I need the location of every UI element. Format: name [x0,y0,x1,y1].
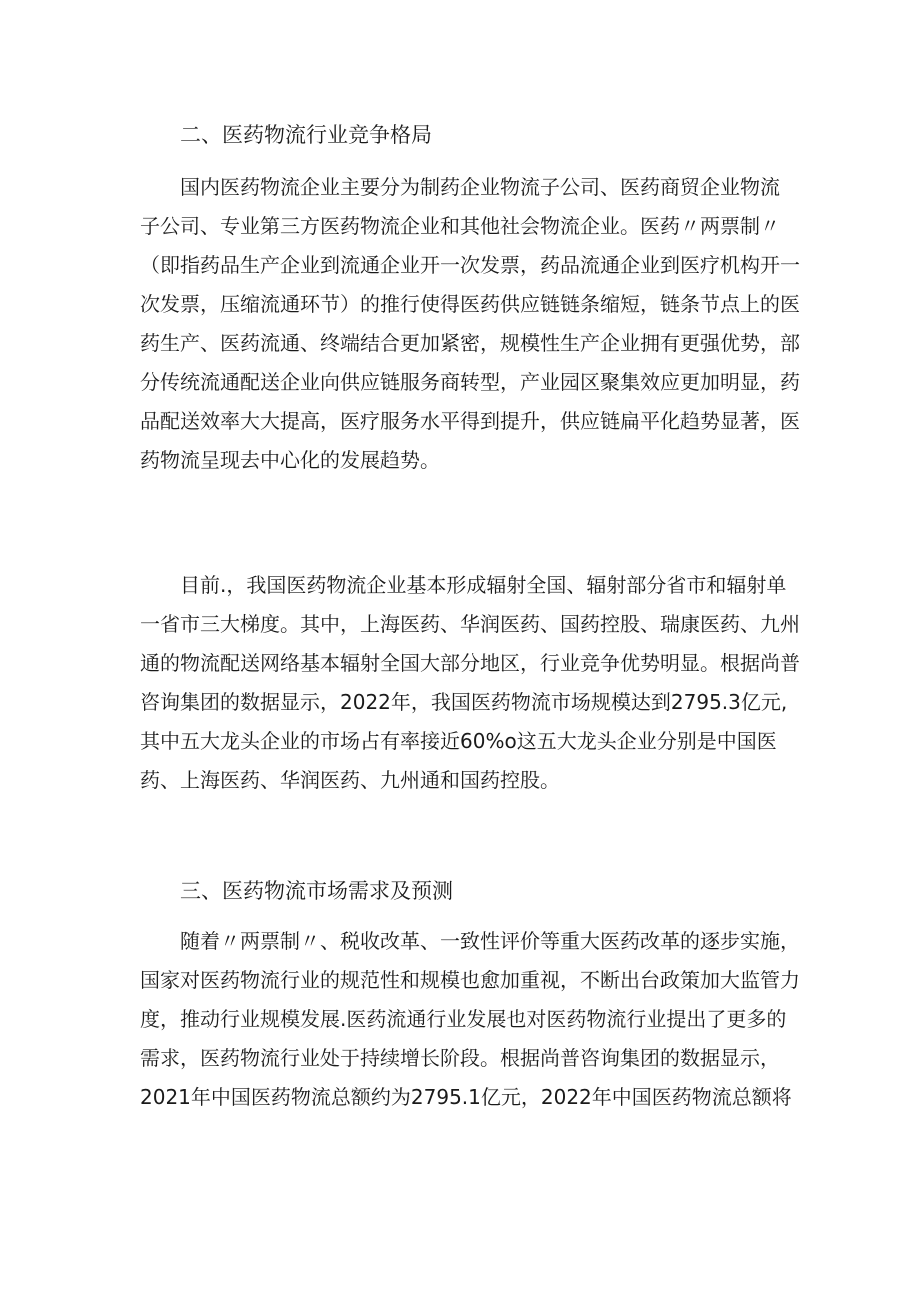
section-heading-demand: 三、医药物流市场需求及预测 [180,879,453,903]
paragraph-leading-companies [140,566,800,800]
text-line: 一省市三大梯度。其中，上海医药、华润医药、国药控股、瑞康医药、九州 [140,612,800,636]
text-line: 药、上海医药、华润医药、九州通和国药控股。 [140,768,560,792]
text-line: 其中五大龙头企业的市场占有率接近60%o这五大龙头企业分别是中国医 [140,729,777,753]
text-line: 药物流呈现去中心化的发展趋势。 [140,448,440,472]
text-line: 国家对医药物流行业的规范性和规模也愈加重视，不断出台政策加大监管力 [140,968,800,992]
text-line: （即指药品生产企业到流通企业开一次发票，药品流通企业到医疗机构开一 [140,253,800,277]
text-line: 通的物流配送网络基本辐射全国大部分地区，行业竞争优势明显。根据尚普 [140,651,800,675]
section-heading-competition: 二、医药物流行业竞争格局 [180,123,432,147]
text-line: 咨询集团的数据显示，2022年，我国医药物流市场规模达到2795.3亿元, [140,690,788,714]
text-line: 子公司、专业第三方医药物流企业和其他社会物流企业。医药〃两票制〃 [140,214,780,238]
text-line: 度，推动行业规模发展.医药流通行业发展也对医药物流行业提出了更多的 [140,1007,787,1031]
text-line: 国内医药物流企业主要分为制药企业物流子公司、医药商贸企业物流 [180,175,780,199]
text-line: 品配送效率大大提高，医疗服务水平得到提升，供应链扁平化趋势显著，医 [140,409,800,433]
text-line: 目前.，我国医药物流企业基本形成辐射全国、辐射部分省市和辐射单 [180,573,787,597]
paragraph-demand-forecast [140,922,800,1117]
text-line: 2021年中国医药物流总额约为2795.1亿元，2022年中国医药物流总额将 [140,1085,792,1109]
text-line: 随着〃两票制〃、税收改革、一致性评价等重大医药改革的逐步实施， [180,929,800,953]
text-line: 需求，医药物流行业处于持续增长阶段。根据尚普咨询集团的数据显示， [140,1046,780,1070]
paragraph-market-structure [140,168,800,480]
text-line: 分传统流通配送企业向供应链服务商转型，产业园区聚集效应更加明显，药 [140,370,800,394]
text-line: 次发票，压缩流通环节）的推行使得医药供应链链条缩短，链条节点上的医 [140,292,800,316]
text-line: 药生产、医药流通、终端结合更加紧密，规模性生产企业拥有更强优势，部 [140,331,800,355]
